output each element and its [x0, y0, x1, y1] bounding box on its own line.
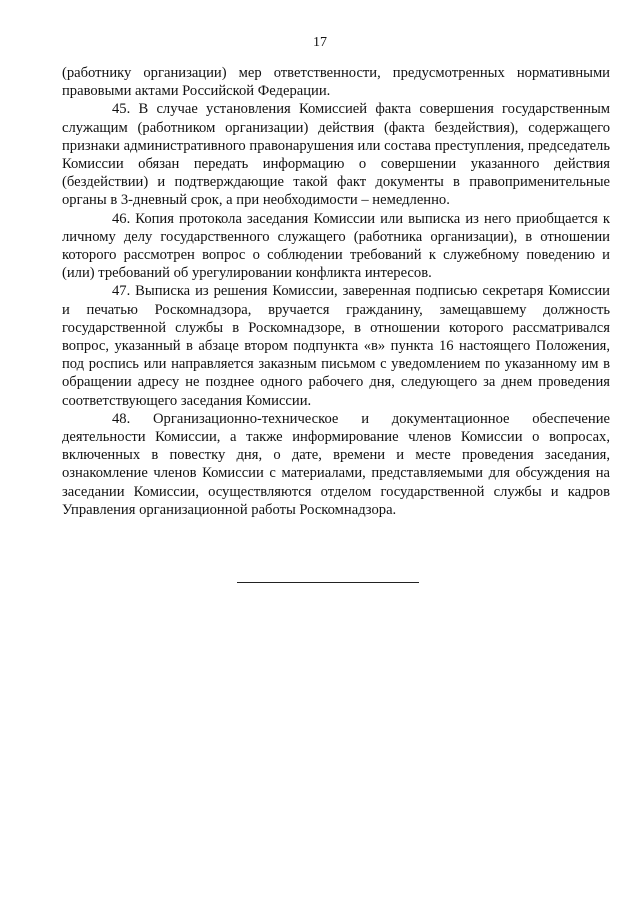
page-number: 17 [313, 35, 327, 50]
paragraph-45: 45. В случае установления Комиссией факта совершения государственным служащим (работником организации) действия (факта бездействия), содержащего признаки административного правонарушения или состава преступления, председатель Комиссии обязан передать информацию о совершении указанного действия (бездействии) и подтверждающие такой факт документы в правоприменительные органы в 3-дневный срок, а при необходимости – немедленно. [62, 101, 610, 209]
paragraph-47: 47. Выписка из решения Комиссии, заверенная подписью секретаря Комиссии и печатью Роскомнадзора, вручается гражданину, замещавшему должность государственной службы в Роскомнадзоре, в отношении которого рассматривался вопрос, указанный в абзаце втором подпункта «в» пункта 16 настоящего Положения, под роспись или направляется заказным письмом с уведомлением по указанному им в обращении адресу не позднее одного рабочего дня, следующего за днем проведения соответствующего заседания Комиссии. [62, 283, 610, 409]
paragraph-continuation: (работнику организации) мер ответственности, предусмотренных нормативными правовыми актами Российской Федерации. [62, 65, 610, 100]
paragraph-48: 48. Организационно-техническое и документационное обеспечение деятельности Комиссии, а также информирование членов Комиссии о вопросах, включенных в повестку дня, о дате, времени и месте проведения заседания, ознакомление членов Комиссии с материалами, представляемыми для обсуждения на заседании Комиссии, осуществляются отделом государственной службы и кадров Управления организационной работы Роскомнадзора. [62, 410, 610, 518]
paragraph-46: 46. Копия протокола заседания Комиссии или выписка из него приобщается к личному делу государственного служащего (работника организации), в отношении которого рассмотрен вопрос о соблюдении требований к служебному поведению и (или) требований об урегулировании конфликта интересов. [62, 210, 610, 282]
end-divider [237, 582, 419, 583]
document-body [62, 64, 610, 519]
